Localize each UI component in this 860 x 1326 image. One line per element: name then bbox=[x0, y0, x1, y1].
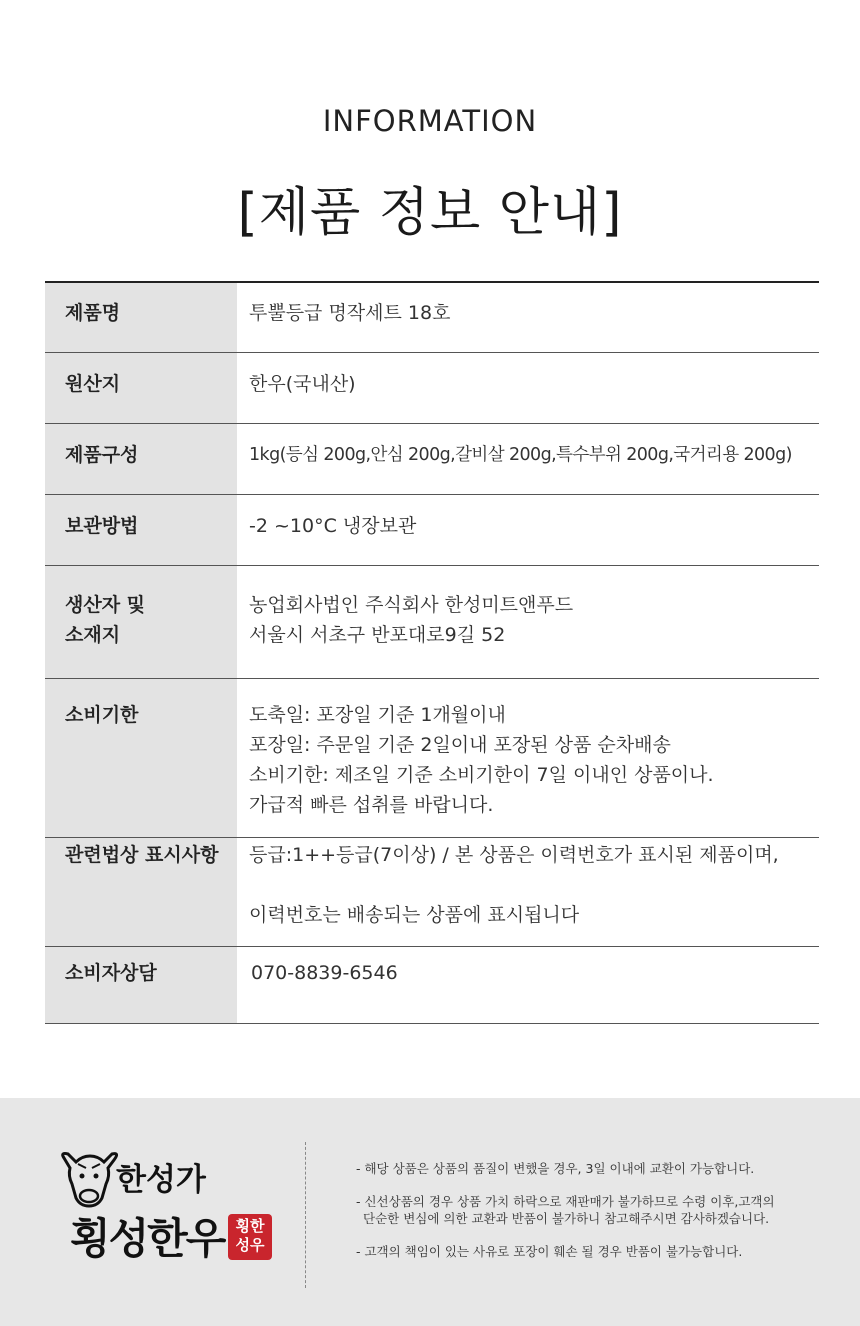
row-label bbox=[45, 947, 237, 1023]
row-value-line bbox=[249, 870, 819, 900]
row-label-line: 보관방법 bbox=[65, 515, 139, 537]
row-label bbox=[45, 353, 237, 423]
row-label bbox=[45, 838, 237, 946]
table-row-product-name bbox=[45, 283, 819, 353]
row-value-line: 도축일: 포장일 기준 1개월이내 bbox=[249, 704, 506, 726]
note-exchange bbox=[356, 1160, 826, 1177]
page-title: [제품 정보 안내] bbox=[237, 183, 623, 243]
note-fresh-goods bbox=[356, 1193, 826, 1227]
footer bbox=[0, 1098, 860, 1326]
table-row-customer-service bbox=[45, 947, 819, 1024]
footer-notes bbox=[356, 1160, 826, 1276]
note-line: - 해당 상품은 상품의 품질이 변했을 경우, 3일 이내에 교환이 가능합니다. bbox=[356, 1161, 755, 1176]
row-label-line: 제품구성 bbox=[65, 444, 139, 466]
note-line: 단순한 변심에 의한 교환과 반품이 불가하니 참고해주시면 감사하겠습니다. bbox=[363, 1211, 770, 1226]
table-row-legal-notice bbox=[45, 838, 819, 947]
row-label bbox=[45, 283, 237, 352]
note-damage bbox=[356, 1243, 826, 1260]
row-label-line: 관련법상 표시사항 bbox=[65, 844, 219, 866]
row-value bbox=[237, 424, 819, 494]
row-label-line: 소재지 bbox=[65, 624, 121, 646]
row-label-line: 원산지 bbox=[65, 373, 121, 395]
row-value bbox=[237, 947, 819, 1023]
row-label bbox=[45, 424, 237, 494]
logo-top-text: 한성가 bbox=[116, 1162, 206, 1198]
row-label-line: 생산자 및 bbox=[65, 594, 146, 616]
product-info-table bbox=[45, 281, 819, 1024]
row-value-line: 이력번호는 배송되는 상품에 표시됩니다 bbox=[249, 904, 580, 926]
table-row-storage bbox=[45, 495, 819, 566]
row-value bbox=[237, 566, 819, 678]
logo-seal bbox=[228, 1214, 272, 1260]
row-value-line: 한우(국내산) bbox=[249, 373, 356, 395]
row-value-line: 소비기한: 제조일 기준 소비기한이 7일 이내인 상품이나. bbox=[249, 764, 714, 786]
row-value bbox=[237, 283, 819, 352]
section-eyebrow: INFORMATION bbox=[322, 104, 538, 138]
seal-line: 성우 bbox=[235, 1236, 265, 1254]
note-line: - 신선상품의 경우 상품 가치 하락으로 재판매가 불가하므로 수령 이후,고객의 bbox=[356, 1194, 775, 1209]
row-value bbox=[237, 679, 819, 837]
row-value-line: 서울시 서초구 반포대로9길 52 bbox=[249, 624, 506, 646]
cow-head-icon bbox=[58, 1150, 120, 1208]
table-row-composition bbox=[45, 424, 819, 495]
row-label bbox=[45, 679, 237, 837]
table-row-expiry bbox=[45, 679, 819, 838]
table-row-origin bbox=[45, 353, 819, 424]
row-label-line: 소비기한 bbox=[65, 704, 139, 726]
row-value bbox=[237, 495, 819, 565]
row-value-line: 포장일: 주문일 기준 2일이내 포장된 상품 순차배송 bbox=[249, 734, 671, 756]
footer-divider bbox=[305, 1142, 306, 1288]
row-label-line: 소비자상담 bbox=[65, 962, 157, 984]
row-value-line: -2 ~10°C 냉장보관 bbox=[249, 515, 417, 537]
customer-service-phone: 070-8839-6546 bbox=[251, 962, 398, 984]
seal-line: 횡한 bbox=[235, 1217, 265, 1235]
row-value-line: 농업회사법인 주식회사 한성미트앤푸드 bbox=[249, 594, 574, 616]
row-value-line: 1kg(등심 200g,안심 200g,갈비살 200g,특수부위 200g,국거리용 200g) bbox=[249, 445, 792, 465]
brand-logo bbox=[58, 1150, 278, 1270]
row-value bbox=[237, 838, 819, 946]
row-value-line: 등급:1++등급(7이상) / 본 상품은 이력번호가 표시된 제품이며, bbox=[249, 844, 779, 866]
row-label bbox=[45, 495, 237, 565]
logo-bottom-text: 횡성한우 bbox=[70, 1214, 225, 1263]
row-value-line: 투뿔등급 명작세트 18호 bbox=[249, 302, 451, 324]
table-row-producer bbox=[45, 566, 819, 679]
row-label-line: 제품명 bbox=[65, 302, 121, 324]
row-label bbox=[45, 566, 237, 678]
note-line: - 고객의 책임이 있는 사유로 포장이 훼손 될 경우 반품이 불가능합니다. bbox=[356, 1244, 743, 1259]
row-value-line: 가급적 빠른 섭취를 바랍니다. bbox=[249, 794, 494, 816]
row-value bbox=[237, 353, 819, 423]
